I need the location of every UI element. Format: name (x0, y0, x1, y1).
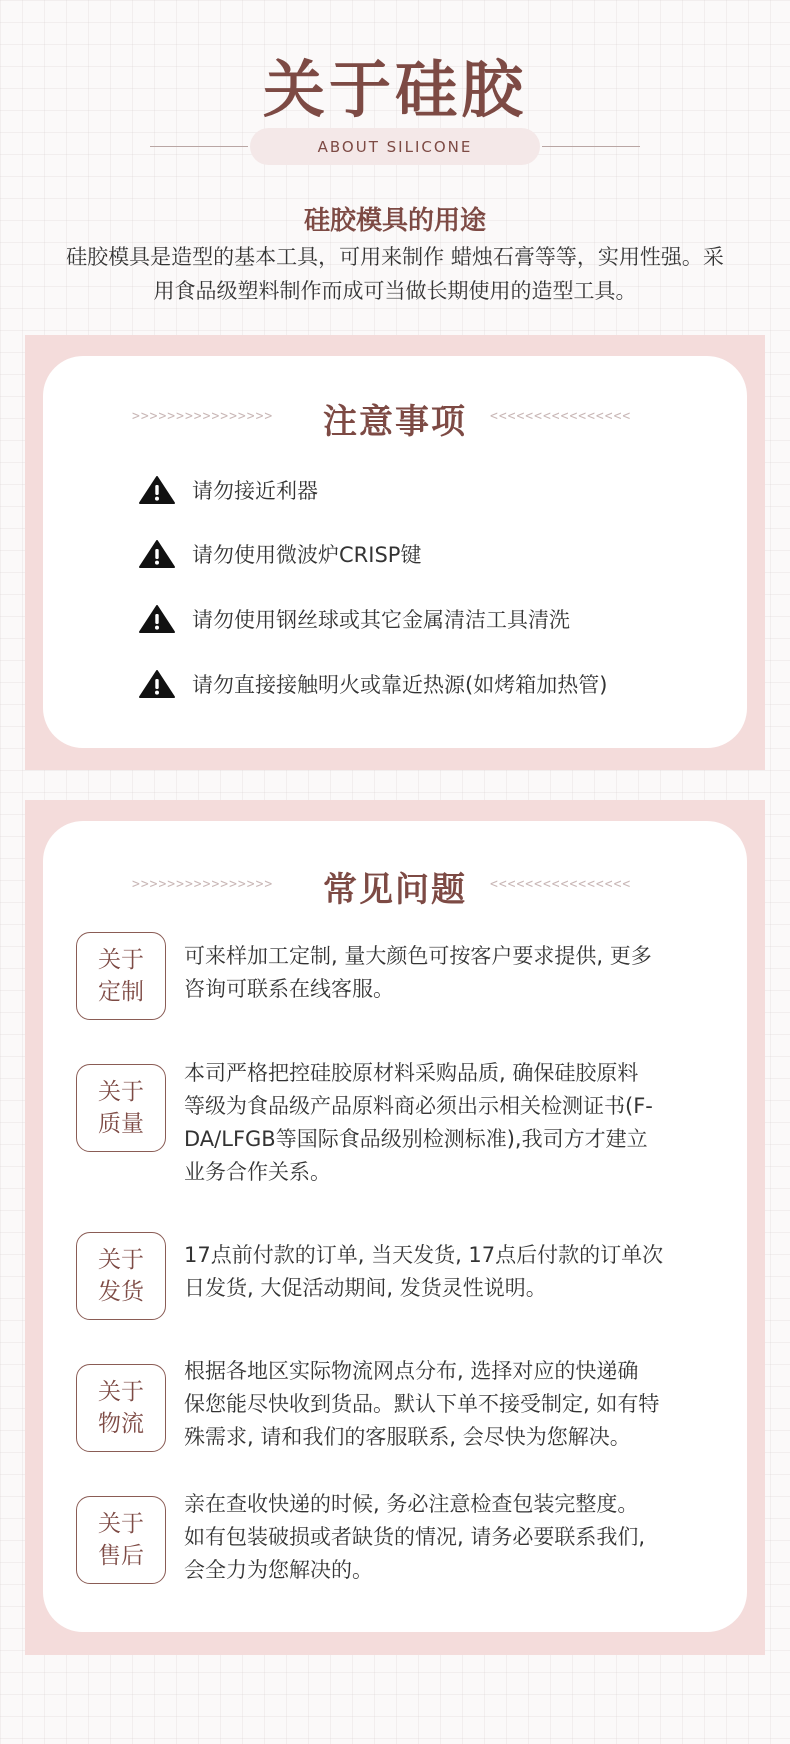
faq-line: DA/LFGB等国际食品级别检测标准),我司方才建立 (184, 1127, 648, 1151)
divider-left (150, 146, 248, 147)
notice-item-text: 请勿接近利器 (192, 479, 318, 503)
notice-item (138, 667, 607, 701)
faq-answer-shipping (184, 1239, 714, 1305)
faq-line: 日发货, 大促活动期间, 发货灵性说明。 (184, 1276, 547, 1300)
notice-item-text: 请勿直接接触明火或靠近热源(如烤箱加热管) (192, 673, 608, 697)
faq-line: 如有包装破损或者缺货的情况, 请务必要联系我们, (184, 1525, 646, 1549)
faq-badge-quality: 关于 质量 (76, 1064, 166, 1152)
arrows-right-decor: <<<<<<<<<<<<<<<< (490, 877, 632, 892)
warning-icon (138, 604, 176, 634)
faq-badge-aftersales: 关于 售后 (76, 1496, 166, 1584)
faq-answer-custom (184, 940, 714, 1006)
faq-line: 业务合作关系。 (184, 1160, 331, 1184)
faq-line: 本司严格把控硅胶原材料采购品质, 确保硅胶原料 (184, 1061, 639, 1085)
faq-title: 常见问题 (323, 870, 467, 910)
usage-line: 用食品级塑料制作而成可当做长期使用的造型工具。 (153, 279, 637, 303)
arrows-left-decor: >>>>>>>>>>>>>>>> (132, 877, 274, 892)
faq-answer-logistics (184, 1355, 714, 1454)
faq-line: 等级为食品级产品原料商必须出示相关检测证书(F- (184, 1094, 653, 1118)
faq-line: 亲在查收快递的时候, 务必注意检查包装完整度。 (184, 1492, 639, 1516)
faq-line: 保您能尽快收到货品。默认下单不接受制定, 如有特 (184, 1392, 660, 1416)
faq-answer-quality (184, 1057, 714, 1189)
faq-line: 可来样加工定制, 量大颜色可按客户要求提供, 更多 (184, 944, 652, 968)
notice-item (138, 537, 421, 571)
subtitle-pill: ABOUT SILICONE (250, 128, 540, 165)
faq-line: 17点前付款的订单, 当天发货, 17点后付款的订单次 (184, 1243, 664, 1267)
arrows-left-decor: >>>>>>>>>>>>>>>> (132, 409, 274, 424)
arrows-right-decor: <<<<<<<<<<<<<<<< (490, 409, 632, 424)
notice-title: 注意事项 (323, 402, 467, 442)
faq-line: 会全力为您解决的。 (184, 1558, 373, 1582)
page-title: 关于硅胶 (262, 53, 527, 126)
divider-right (542, 146, 640, 147)
usage-line: 硅胶模具是造型的基本工具，可用来制作 蜡烛石膏等等，实用性强。采 (66, 245, 724, 269)
usage-title: 硅胶模具的用途 (303, 206, 486, 236)
notice-item (138, 602, 570, 636)
faq-line: 咨询可联系在线客服。 (184, 977, 394, 1001)
warning-icon (138, 475, 176, 505)
warning-icon (138, 669, 176, 699)
warning-icon (138, 539, 176, 569)
notice-item-text: 请勿使用微波炉CRISP键 (192, 543, 422, 567)
faq-line: 根据各地区实际物流网点分布, 选择对应的快递确 (184, 1359, 639, 1383)
usage-description (18, 240, 772, 308)
faq-badge-logistics: 关于 物流 (76, 1364, 166, 1452)
faq-line: 殊需求, 请和我们的客服联系, 会尽快为您解决。 (184, 1425, 631, 1449)
faq-badge-custom: 关于 定制 (76, 932, 166, 1020)
notice-item (138, 473, 318, 507)
notice-item-text: 请勿使用钢丝球或其它金属清洁工具清洗 (192, 608, 570, 632)
faq-answer-aftersales (184, 1488, 714, 1587)
faq-badge-shipping: 关于 发货 (76, 1232, 166, 1320)
